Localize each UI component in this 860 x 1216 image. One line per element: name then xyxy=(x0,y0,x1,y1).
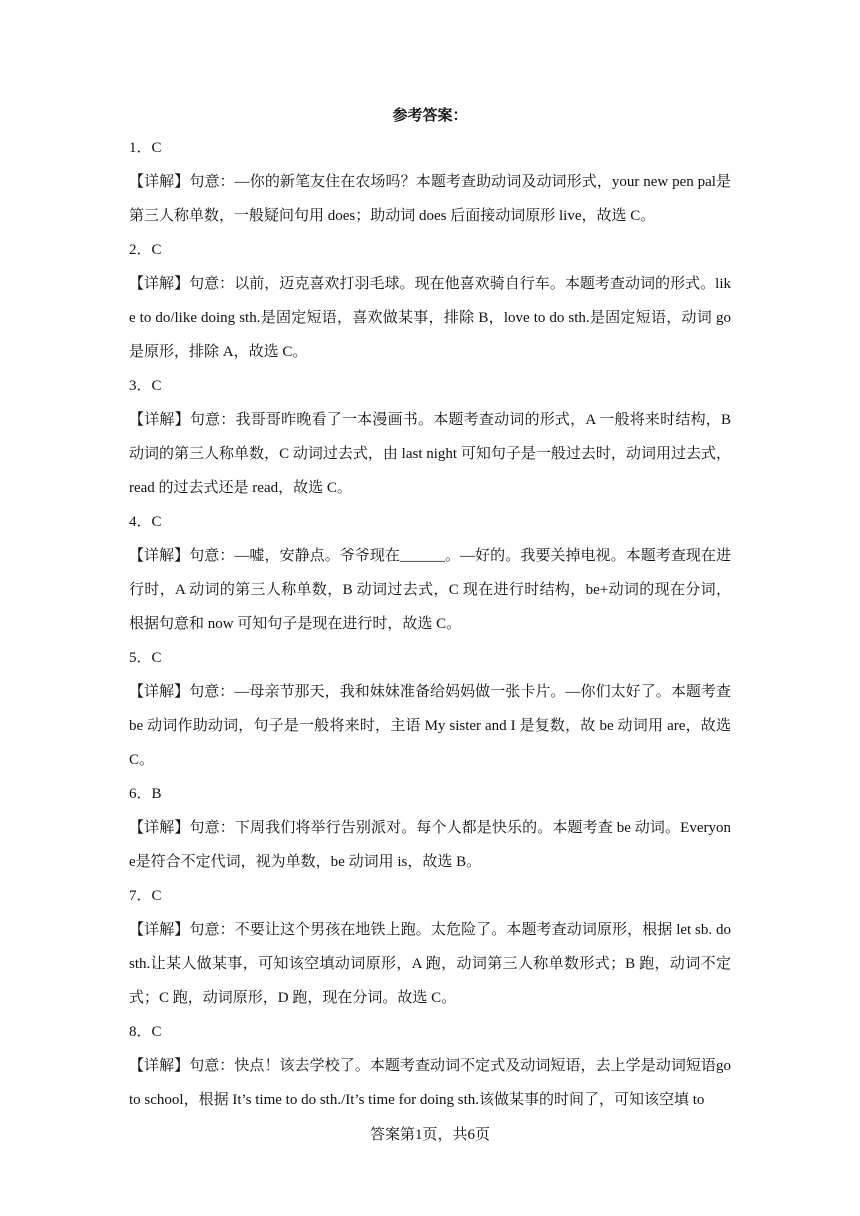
page-title: 参考答案： xyxy=(392,108,468,124)
answer-number: 2．C xyxy=(129,242,162,258)
answer-explanation: 【详解】句意：不要让这个男孩在地铁上跑。太危险了。本题考查动词原形，根据 let sb. do sth.让某人做某事，可知该空填动词原形，A 跑，动词第三人称单数形式；B 跑，动词不定式；C 跑，动词原形，D 跑，现在分词。故选 C。 xyxy=(129,922,731,1006)
answer-item xyxy=(129,1015,731,1117)
answer-explanation: 【详解】句意：—母亲节那天，我和妹妹准备给妈妈做一张卡片。—你们太好了。本题考查be 动词作助动词，句子是一般将来时，主语 My sister and I 是复数，故 be 动词用 are，故选C。 xyxy=(129,684,731,768)
answer-explanation: 【详解】句意：下周我们将举行告别派对。每个人都是快乐的。本题考查 be 动词。Everyone是符合不定代词，视为单数，be 动词用 is，故选 B。 xyxy=(129,820,731,870)
answer-explanation: 【详解】句意：快点！该去学校了。本题考查动词不定式及动词短语，去上学是动词短语go to school，根据 It’s time to do sth./It’s time for doing sth.该做某事的时间了，可知该空填 to xyxy=(129,1058,731,1108)
answer-item xyxy=(129,131,731,233)
answer-item xyxy=(129,369,731,505)
answer-number: 4．C xyxy=(129,514,162,530)
answer-number: 8．C xyxy=(129,1024,162,1040)
answer-number: 1．C xyxy=(129,140,162,156)
answer-explanation: 【详解】句意：—嘘，安静点。爷爷现在______。—好的。我要关掉电视。本题考查现在进行时，A 动词的第三人称单数，B 动词过去式，C 现在进行时结构，be+动词的现在分词，根据句意和 now 可知句子是现在进行时，故选 C。 xyxy=(129,548,731,632)
answer-explanation: 【详解】句意：我哥哥昨晚看了一本漫画书。本题考查动词的形式，A 一般将来时结构，B 动词的第三人称单数，C 动词过去式，由 last night 可知句子是一般过去时，动词用过去式，read 的过去式还是 read，故选 C。 xyxy=(129,412,731,496)
answer-list xyxy=(129,131,731,1117)
answer-number: 7．C xyxy=(129,888,162,904)
answer-item xyxy=(129,233,731,369)
answer-explanation: 【详解】句意：—你的新笔友住在农场吗？本题考查助动词及动词形式，your new pen pal是第三人称单数，一般疑问句用 does；助动词 does 后面接动词原形 live，故选 C。 xyxy=(129,174,731,224)
answer-item xyxy=(129,505,731,641)
answer-item xyxy=(129,641,731,777)
answer-number: 6．B xyxy=(129,786,162,802)
answer-item xyxy=(129,777,731,879)
page-footer: 答案第1页，共6页 xyxy=(369,1127,490,1143)
answer-number: 3．C xyxy=(129,378,162,394)
answer-number: 5．C xyxy=(129,650,162,666)
answer-explanation: 【详解】句意：以前，迈克喜欢打羽毛球。现在他喜欢骑自行车。本题考查动词的形式。like to do/like doing sth.是固定短语，喜欢做某事，排除 B，love to do sth.是固定短语，动词 go 是原形，排除 A，故选 C。 xyxy=(129,276,731,360)
answer-item xyxy=(129,879,731,1015)
